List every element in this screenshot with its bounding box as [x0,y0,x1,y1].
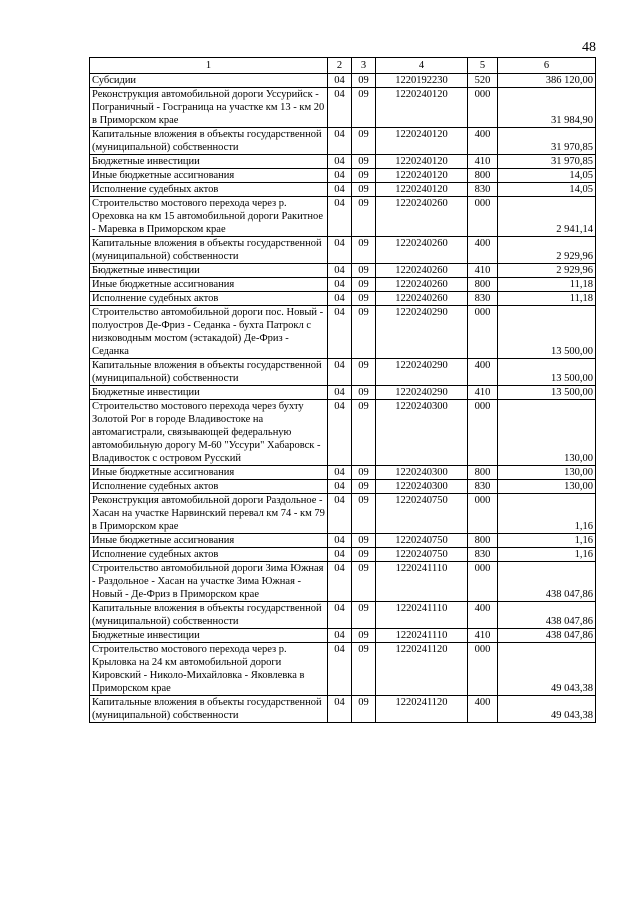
row-subsection-cell: 09 [352,306,376,359]
row-name-cell: Строительство мостового перехода через р. Крыловка на 24 км автомобильной дороги Кировский - Николо-Михайловка - Яковлевка в Приморском крае [90,643,328,696]
row-amount-cell: 1,16 [498,548,596,562]
row-section-cell: 04 [328,359,352,386]
row-target-article-cell: 1220240750 [376,548,468,562]
row-amount-cell: 1,16 [498,494,596,534]
row-expense-type-cell: 520 [468,74,498,88]
row-section-cell: 04 [328,197,352,237]
row-amount-cell: 13 500,00 [498,306,596,359]
row-section-cell: 04 [328,74,352,88]
table-row [90,629,596,643]
row-subsection-cell: 09 [352,278,376,292]
row-amount-cell: 438 047,86 [498,629,596,643]
table-row [90,494,596,534]
row-amount-cell: 14,05 [498,169,596,183]
table-row [90,466,596,480]
row-section-cell: 04 [328,306,352,359]
table-row [90,169,596,183]
table-row [90,155,596,169]
row-section-cell: 04 [328,237,352,264]
row-expense-type-cell: 000 [468,643,498,696]
row-section-cell: 04 [328,602,352,629]
row-name-cell: Реконструкция автомобильной дороги Уссурийск - Пограничный - Госграница на участке км 13 - км 20 в Приморском крае [90,88,328,128]
row-expense-type-cell: 400 [468,237,498,264]
row-section-cell: 04 [328,128,352,155]
row-target-article-cell: 1220240260 [376,292,468,306]
row-name-cell: Бюджетные инвестиции [90,386,328,400]
row-target-article-cell: 1220240290 [376,306,468,359]
row-section-cell: 04 [328,534,352,548]
row-subsection-cell: 09 [352,155,376,169]
row-expense-type-cell: 400 [468,602,498,629]
row-target-article-cell: 1220240300 [376,400,468,466]
table-row [90,696,596,723]
row-name-cell: Строительство мостового перехода через бухту Золотой Рог в городе Владивостоке на автомагистрали, связывающей федеральную автомобильную дорогу М-60 "Уссури" Хабаровск - Владивосток с островом Русский [90,400,328,466]
row-name-cell: Исполнение судебных актов [90,183,328,197]
row-subsection-cell: 09 [352,534,376,548]
row-expense-type-cell: 830 [468,183,498,197]
row-subsection-cell: 09 [352,74,376,88]
row-target-article-cell: 1220241110 [376,629,468,643]
row-amount-cell: 13 500,00 [498,386,596,400]
row-expense-type-cell: 830 [468,292,498,306]
row-amount-cell: 49 043,38 [498,643,596,696]
row-section-cell: 04 [328,183,352,197]
header-col-4: 4 [376,58,468,74]
row-subsection-cell: 09 [352,400,376,466]
header-col-1: 1 [90,58,328,74]
row-subsection-cell: 09 [352,602,376,629]
row-section-cell: 04 [328,548,352,562]
row-expense-type-cell: 000 [468,197,498,237]
row-name-cell: Исполнение судебных актов [90,548,328,562]
row-target-article-cell: 1220241110 [376,602,468,629]
row-subsection-cell: 09 [352,562,376,602]
row-expense-type-cell: 800 [468,466,498,480]
budget-table-body [90,58,596,723]
row-amount-cell: 438 047,86 [498,602,596,629]
row-amount-cell: 2 941,14 [498,197,596,237]
row-section-cell: 04 [328,155,352,169]
row-amount-cell: 13 500,00 [498,359,596,386]
row-amount-cell: 2 929,96 [498,237,596,264]
row-section-cell: 04 [328,400,352,466]
header-col-6: 6 [498,58,596,74]
row-name-cell: Реконструкция автомобильной дороги Раздольное - Хасан на участке Нарвинский перевал км 74 - км 79 в Приморском крае [90,494,328,534]
row-section-cell: 04 [328,629,352,643]
header-row [90,58,596,74]
row-section-cell: 04 [328,480,352,494]
row-target-article-cell: 1220240260 [376,278,468,292]
row-expense-type-cell: 800 [468,169,498,183]
table-row [90,400,596,466]
row-target-article-cell: 1220240120 [376,169,468,183]
row-expense-type-cell: 400 [468,359,498,386]
row-amount-cell: 1,16 [498,534,596,548]
row-name-cell: Исполнение судебных актов [90,292,328,306]
row-subsection-cell: 09 [352,466,376,480]
table-row [90,643,596,696]
table-row [90,292,596,306]
row-subsection-cell: 09 [352,548,376,562]
table-row [90,237,596,264]
row-target-article-cell: 1220240290 [376,386,468,400]
row-section-cell: 04 [328,264,352,278]
row-name-cell: Иные бюджетные ассигнования [90,169,328,183]
row-target-article-cell: 1220240260 [376,237,468,264]
row-section-cell: 04 [328,169,352,183]
row-amount-cell: 31 970,85 [498,128,596,155]
row-amount-cell: 11,18 [498,278,596,292]
row-target-article-cell: 1220192230 [376,74,468,88]
row-subsection-cell: 09 [352,359,376,386]
row-subsection-cell: 09 [352,128,376,155]
row-amount-cell: 11,18 [498,292,596,306]
row-expense-type-cell: 410 [468,155,498,169]
row-name-cell: Строительство мостового перехода через р. Ореховка на км 15 автомобильной дороги Ракитное - Маревка в Приморском крае [90,197,328,237]
row-amount-cell: 130,00 [498,466,596,480]
row-amount-cell: 49 043,38 [498,696,596,723]
table-row [90,480,596,494]
row-expense-type-cell: 400 [468,696,498,723]
row-name-cell: Бюджетные инвестиции [90,629,328,643]
row-target-article-cell: 1220240300 [376,466,468,480]
table-row [90,386,596,400]
row-expense-type-cell: 830 [468,480,498,494]
row-expense-type-cell: 000 [468,400,498,466]
row-section-cell: 04 [328,386,352,400]
row-subsection-cell: 09 [352,386,376,400]
row-name-cell: Капитальные вложения в объекты государственной (муниципальной) собственности [90,359,328,386]
header-col-3: 3 [352,58,376,74]
row-subsection-cell: 09 [352,696,376,723]
row-target-article-cell: 1220240120 [376,155,468,169]
row-expense-type-cell: 800 [468,278,498,292]
row-section-cell: 04 [328,88,352,128]
table-row [90,548,596,562]
row-subsection-cell: 09 [352,197,376,237]
row-section-cell: 04 [328,466,352,480]
row-target-article-cell: 1220241120 [376,696,468,723]
row-name-cell: Капитальные вложения в объекты государственной (муниципальной) собственности [90,696,328,723]
row-subsection-cell: 09 [352,494,376,534]
row-amount-cell: 438 047,86 [498,562,596,602]
budget-table [89,57,596,723]
row-amount-cell: 130,00 [498,480,596,494]
row-name-cell: Иные бюджетные ассигнования [90,278,328,292]
header-col-2: 2 [328,58,352,74]
row-subsection-cell: 09 [352,629,376,643]
row-expense-type-cell: 830 [468,548,498,562]
row-name-cell: Капитальные вложения в объекты государственной (муниципальной) собственности [90,128,328,155]
table-row [90,128,596,155]
row-name-cell: Капитальные вложения в объекты государственной (муниципальной) собственности [90,237,328,264]
header-col-5: 5 [468,58,498,74]
row-subsection-cell: 09 [352,169,376,183]
table-row [90,278,596,292]
row-expense-type-cell: 800 [468,534,498,548]
row-amount-cell: 31 970,85 [498,155,596,169]
row-expense-type-cell: 000 [468,88,498,128]
row-subsection-cell: 09 [352,237,376,264]
row-expense-type-cell: 000 [468,562,498,602]
row-target-article-cell: 1220240260 [376,264,468,278]
row-target-article-cell: 1220240300 [376,480,468,494]
row-target-article-cell: 1220240260 [376,197,468,237]
row-expense-type-cell: 410 [468,264,498,278]
row-target-article-cell: 1220240120 [376,183,468,197]
row-subsection-cell: 09 [352,264,376,278]
row-name-cell: Субсидии [90,74,328,88]
row-section-cell: 04 [328,292,352,306]
row-section-cell: 04 [328,562,352,602]
row-expense-type-cell: 000 [468,494,498,534]
row-expense-type-cell: 400 [468,128,498,155]
table-row [90,264,596,278]
row-amount-cell: 31 984,90 [498,88,596,128]
row-subsection-cell: 09 [352,480,376,494]
table-row [90,534,596,548]
page-number: 48 [582,40,596,55]
row-name-cell: Исполнение судебных актов [90,480,328,494]
row-name-cell: Строительство автомобильной дороги Зима Южная - Раздольное - Хасан на участке Зима Южная - Новый - Де-Фриз в Приморском крае [90,562,328,602]
row-name-cell: Иные бюджетные ассигнования [90,466,328,480]
row-subsection-cell: 09 [352,183,376,197]
row-subsection-cell: 09 [352,88,376,128]
row-name-cell: Бюджетные инвестиции [90,264,328,278]
row-name-cell: Строительство автомобильной дороги пос. Новый - полуостров Де-Фриз - Седанка - бухта Патрокл с низководным мостом (эстакадой) Де-Фриз - Седанка [90,306,328,359]
table-row [90,183,596,197]
table-row [90,562,596,602]
row-name-cell: Бюджетные инвестиции [90,155,328,169]
row-section-cell: 04 [328,494,352,534]
row-target-article-cell: 1220240290 [376,359,468,386]
table-row [90,74,596,88]
row-target-article-cell: 1220240120 [376,128,468,155]
row-amount-cell: 130,00 [498,400,596,466]
row-target-article-cell: 1220241110 [376,562,468,602]
row-expense-type-cell: 000 [468,306,498,359]
table-row [90,359,596,386]
row-expense-type-cell: 410 [468,629,498,643]
row-section-cell: 04 [328,696,352,723]
row-section-cell: 04 [328,278,352,292]
row-target-article-cell: 1220240750 [376,534,468,548]
row-amount-cell: 14,05 [498,183,596,197]
row-name-cell: Капитальные вложения в объекты государственной (муниципальной) собственности [90,602,328,629]
row-amount-cell: 2 929,96 [498,264,596,278]
table-row [90,306,596,359]
table-row [90,602,596,629]
row-target-article-cell: 1220241120 [376,643,468,696]
row-expense-type-cell: 410 [468,386,498,400]
row-target-article-cell: 1220240750 [376,494,468,534]
row-target-article-cell: 1220240120 [376,88,468,128]
row-subsection-cell: 09 [352,292,376,306]
row-name-cell: Иные бюджетные ассигнования [90,534,328,548]
row-amount-cell: 386 120,00 [498,74,596,88]
row-subsection-cell: 09 [352,643,376,696]
table-row [90,197,596,237]
row-section-cell: 04 [328,643,352,696]
table-row [90,88,596,128]
